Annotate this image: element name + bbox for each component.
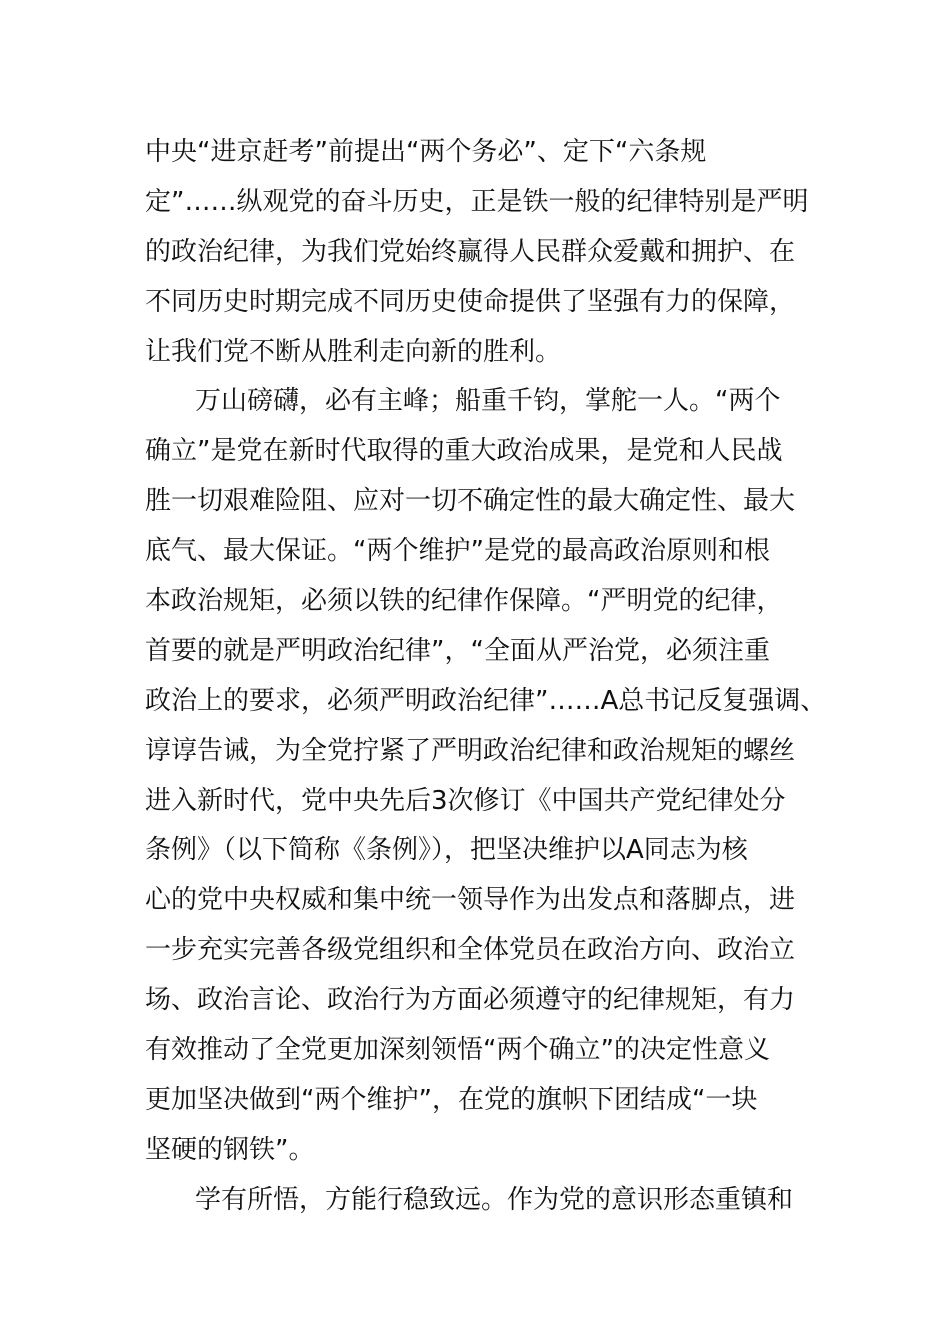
- text-line: 让我们党不断从胜利走向新的胜利。: [145, 336, 562, 367]
- text-line: 中央“进京赶考”前提出“两个务必”、定下“六条规: [145, 137, 707, 167]
- text-line: 心的党中央权威和集中统一领导作为出发点和落脚点，进: [145, 885, 796, 916]
- paragraph-start-line: 学有所悟，方能行稳致远。作为党的意识形态重镇和: [195, 1184, 794, 1215]
- text-line: 的政治纪律，为我们党始终赢得人民群众爱戴和拥护、在: [145, 236, 796, 267]
- text-line: 一步充实完善各级党组织和全体党员在政治方向、政治立: [145, 935, 796, 966]
- text-line: 确立”是党在新时代取得的重大政治成果，是党和人民战: [145, 436, 783, 467]
- text-line: 底气、最大保证。“两个维护”是党的最高政治原则和根: [145, 536, 770, 567]
- text-line: 进入新时代，党中央先后3次修订《中国共产党纪律处分: [145, 785, 786, 816]
- body-text: [145, 128, 827, 1226]
- text-line: 政治上的要求，必须严明政治纪律”……A总书记反复强调、: [145, 685, 827, 716]
- text-line: 坚硬的钢铁”。: [145, 1134, 315, 1165]
- text-line: 胜一切艰难险阻、应对一切不确定性的最大确定性、最大: [145, 486, 796, 517]
- text-line: 条例》（以下简称《条例》），把坚决维护以A同志为核: [145, 835, 748, 866]
- text-line: 更加坚决做到“两个维护”，在党的旗帜下团结成“一块: [145, 1084, 758, 1115]
- text-line: 定”……纵观党的奋斗历史，正是铁一般的纪律特别是严明: [145, 186, 809, 217]
- text-line: 首要的就是严明政治纪律”，“全面从严治党，必须注重: [145, 635, 770, 666]
- text-line: 谆谆告诫，为全党拧紧了严明政治纪律和政治规矩的螺丝: [145, 735, 796, 766]
- paragraph-start-line: 万山磅礴，必有主峰；船重千钧，掌舵一人。“两个: [195, 386, 781, 417]
- text-line: 本政治规矩，必须以铁的纪律作保障。“严明党的纪律，: [145, 586, 783, 617]
- text-line: 场、政治言论、政治行为方面必须遵守的纪律规矩，有力: [145, 985, 796, 1016]
- text-line: 不同历史时期完成不同历史使命提供了坚强有力的保障，: [145, 286, 796, 317]
- text-line: 有效推动了全党更加深刻领悟“两个确立”的决定性意义: [145, 1035, 770, 1066]
